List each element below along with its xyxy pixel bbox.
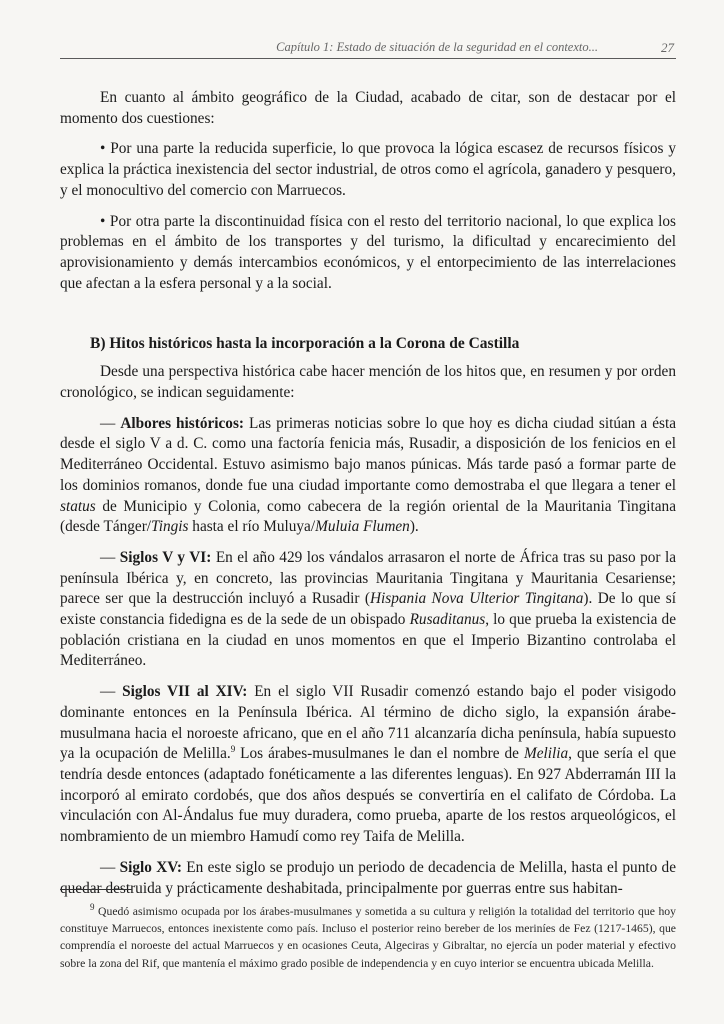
section-heading: B) Hitos históricos hasta la incorporación a la Corona de Castilla [90,335,520,353]
item-siglo-xv [60,858,676,899]
item-text: de Municipio y Colonia, como cabecera de la región oriental de la Mauritania Tingitana (desde Tánger/ [60,497,676,536]
item-siglos-vii-xiv [60,682,676,848]
section-intro: Desde una perspectiva histórica cabe hacer mención de los hitos que, en resumen y por orden cronológico, se indican seguidamente: [60,363,676,402]
italic-term: Muluia Flumen [315,518,410,536]
paragraph-intro: En cuanto al ámbito geográfico de la Ciudad, acabado de citar, son de destacar por el momento dos cuestiones: [60,89,676,127]
italic-term: Melilia [523,745,569,763]
italic-term: Rusaditanus [409,611,486,629]
em-dash: — [100,858,116,876]
item-siglos-v-vi [60,548,676,672]
bullet-paragraph-surface: • Por una parte la reducida superficie, lo que provoca la lógica escasez de recursos físicos y explica la práctica inexistencia del sector industrial, de otros como el agrícola, ganadero y pesquero, y el monocultivo del comercio con Marruecos. [60,140,676,199]
italic-term: Tingis [151,518,189,536]
item-text: Los árabes-musulmanes le dan el nombre de [235,745,524,763]
item-text: En este siglo se produjo un periodo de decadencia de Melilla, hasta el punto de quedar destruida y prácticamente deshabitada, principalmente por guerras entre sus habitan- [60,858,676,897]
item-text: En el año 429 los vándalos arrasaron el norte de África tras su paso por la península Ibérica y, en concreto, las provincias Mauritania Tingitana y Mauritania Cesariense; parece ser que la destrucción incluyó a Rusadir ( [60,548,676,608]
bullet-paragraph-discontinuity: • Por otra parte la discontinuidad física con el resto del territorio nacional, lo que explica los problemas en el ámbito de los transportes y del turismo, la dificultad y encarecimiento del aprovisionamiento y demás intercambios económicos, y el entorpecimiento de las interrelaciones que afectan a la esfera personal y a la social. [60,212,676,292]
item-label: Siglo XV: [119,858,182,876]
italic-term: status [60,497,96,515]
em-dash: — [100,683,116,701]
item-albores [60,414,676,538]
footnote-marker: 9 [90,902,95,913]
em-dash: — [100,548,116,566]
main-text [60,88,676,909]
item-text: ). De lo que sí existe constancia fidedigna es de la sede de un obispado [60,590,676,629]
item-text: , lo que prueba la existencia de población cristiana en la ciudad en unos momentos en que el Imperio Bizantino controlaba el Mediterráneo. [60,611,676,670]
footnote [60,903,676,972]
item-label: Siglos VII al XIV: [122,683,248,701]
running-header [60,38,676,59]
em-dash: — [100,414,116,432]
item-label: Albores históricos: [120,414,244,432]
footnote-text: Quedó asimismo ocupada por los árabes-musulmanes y sometida a su cultura y religión la totalidad del territorio que hoy constituye Marruecos, entonces inexistente como país. Incluso el posterior reino bereber de los meriníes de Fez (1217-1465), que comprendía el noroeste del actual Marruecos y en ocasiones Ceuta, Algeciras y Gibraltar, no ejercía un poder material y efectivo sobre la zona del Rif, que mantenía el máximo grado posible de independencia y en cuyo interior se encuentra ubicada Melilla. [60,905,676,970]
italic-term: Hispania Nova Ulterior Tingitana [370,590,584,608]
footnote-separator [60,889,132,890]
running-title: Capítulo 1: Estado de situación de la seguridad en el contexto... [276,40,598,54]
item-text: En el siglo VII Rusadir comenzó estando bajo el poder visigodo dominante entonces en la Península Ibérica. Al término de dicho siglo, la expansión árabe-musulmana hacia el noroeste africano, que en el año 711 alcanzaría dicha península, había supuesto ya la ocupación de Melilla. [60,683,677,763]
footnote-paragraph [60,903,676,972]
item-text: Las primeras noticias sobre lo que hoy es dicha ciudad sitúan a ésta desde el siglo V a d. C. como una factoría fenicia más, Rusadir, a disposición de los fenicios en el Mediterráneo Occidental. Estuvo asimismo bajo manos púnicas. Más tarde pasó a formar parte de los dominios romanos, donde fue una ciudad importante como demostraba el que llegara a tener el [60,414,677,494]
page-number: 27 [661,40,674,55]
item-label: Siglos V y VI: [119,548,212,566]
item-text: ). [409,518,419,536]
footnote-ref[interactable]: 9 [230,744,236,755]
item-text: , que sería el que tendría desde entonces (adaptado fonéticamente a las diferentes lenguas). En 927 Abderramán III la incorporó al emirato cordobés, que dos años después se convertiría en el califato de Córdoba. La vinculación con Al-Ándalus fue muy duradera, como prueba, aparte de los restos arqueológicos, el nombramiento de un miembro Hamudí como rey Taifa de Melilla. [60,745,676,846]
item-text: hasta el río Muluya/ [188,518,316,536]
